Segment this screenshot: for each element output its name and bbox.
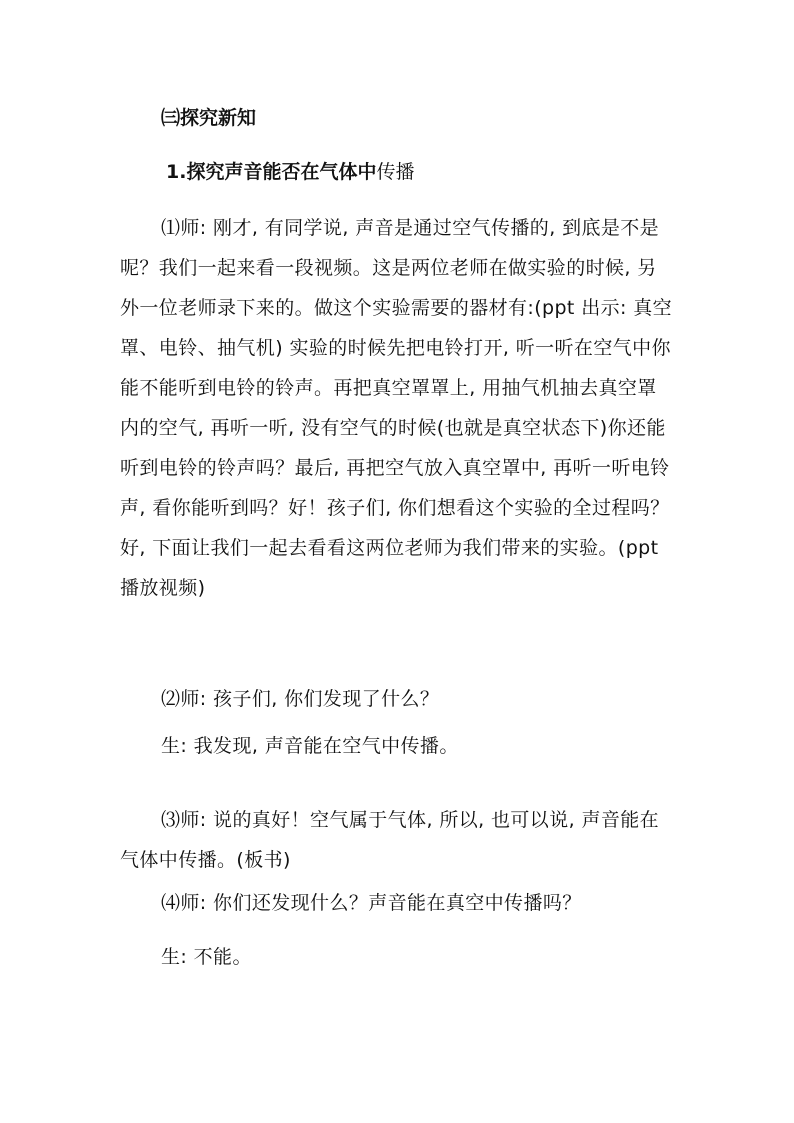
- subsection-heading-normal: 传播: [376, 161, 415, 183]
- paragraph-6: 生: 不能。: [161, 946, 252, 968]
- paragraph-4: ⑶师: 说的真好！空气属于气体, 所以, 也可以说, 声音能在气体中传播。(板书): [120, 809, 660, 871]
- paragraph-5: ⑷师: 你们还发现什么？声音能在真空中传播吗？: [161, 892, 582, 914]
- paragraph-1: ⑴师: 刚才, 有同学说, 声音是通过空气传播的, 到底是不是呢？我们一起来看一段视频。这是两位老师在做实验的时候, 另外一位老师录下来的。做这个实验需要的器材有:(ppt 出示: 真空罩、电铃、抽气机) 实验的时候先把电铃打开, 听一听在空气中你能不能听到电铃的铃声。再把真空罩罩上, 用抽气机抽去真空罩内的空气, 再听一听, 没有空气的时候(也就是真空状态下)你还能听到电铃的铃声吗？最后, 再把空气放入真空罩中, 再听一听电铃声, 看你能听到吗？好！孩子们, 你们想看这个实验的全过程吗？好, 下面让我们一起去看看这两位老师为我们带来的实验。(ppt 播放视频): [120, 217, 673, 599]
- subsection-heading: [166, 160, 414, 184]
- paragraph-2: ⑵师: 孩子们, 你们发现了什么？: [161, 688, 440, 710]
- section-heading: ㈢探究新知: [161, 107, 257, 129]
- paragraph-3: 生: 我发现, 声音能在空气中传播。: [161, 735, 459, 757]
- subsection-heading-bold: 1.探究声音能否在气体中: [166, 161, 377, 183]
